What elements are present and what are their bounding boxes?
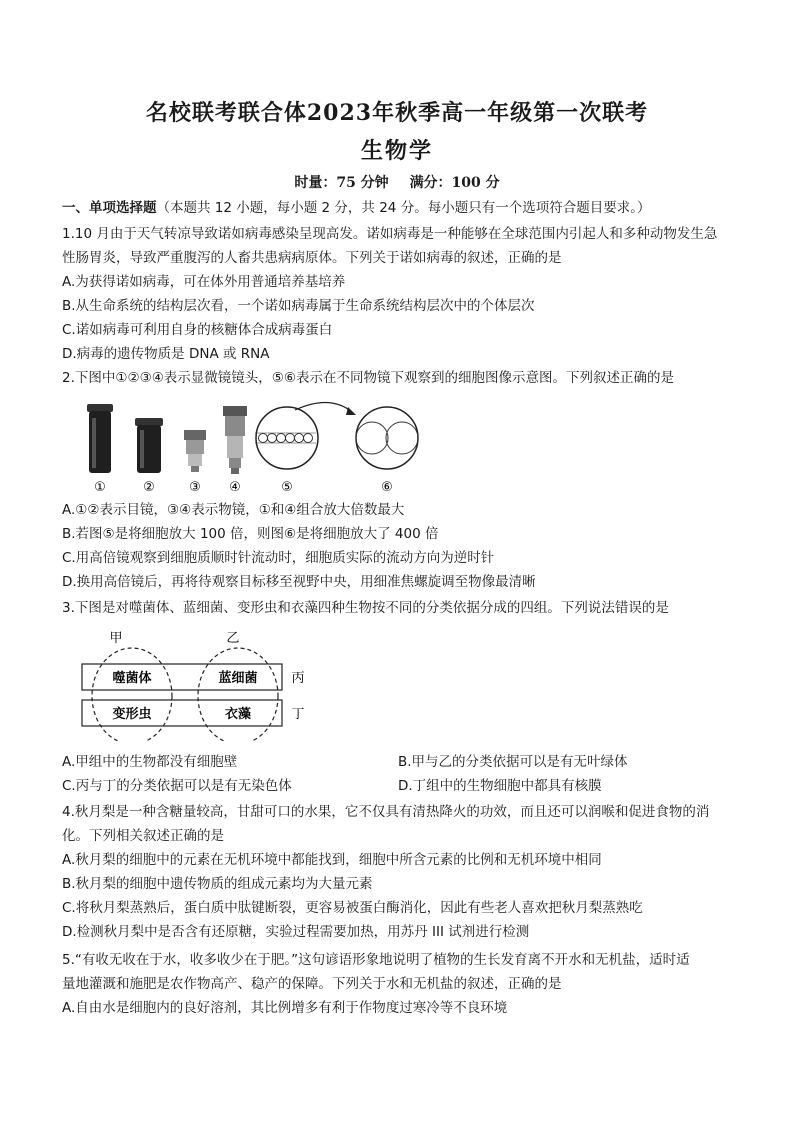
label-6: ⑥ <box>381 480 393 495</box>
exam-meta <box>0 172 794 192</box>
q1-stem-line2: 性肠胃炎，导致严重腹泻的人畜共患病病原体。下列关于诺如病毒的叙述，正确的是 <box>62 250 562 266</box>
label-5: ⑤ <box>281 480 293 495</box>
arrow-icon <box>295 402 352 412</box>
full-score: 满分：100 分 <box>409 175 500 191</box>
q4-option-c: C.将秋月梨蒸熟后，蛋白质中肽键断裂，更容易被蛋白酶消化，因此有些老人喜欢把秋月梨蒸熟吃 <box>62 900 643 916</box>
microscope-figure <box>80 398 420 498</box>
q5-option-a: A.自由水是细胞内的良好溶剂，其比例增多有利于作物度过寒冷等不良环境 <box>62 1000 508 1016</box>
field-6-view <box>356 407 418 469</box>
cyano-label: 蓝细菌 <box>218 671 258 686</box>
q2-option-d: D.换用高倍镜后，再将待观察目标移至视野中央，用细准焦螺旋调至物像最清晰 <box>62 574 536 590</box>
classification-figure <box>80 626 320 741</box>
amoeba-label: 变形虫 <box>112 707 152 722</box>
group-jia-ellipse <box>92 648 172 741</box>
q1-option-d: D.病毒的遗传物质是 DNA 或 RNA <box>62 346 270 362</box>
q4-stem-line2: 化。下列相关叙述正确的是 <box>62 828 224 844</box>
q4-option-d: D.检测秋月梨中是否含有还原糖，实验过程需要加热，用苏丹 III 试剂进行检测 <box>62 924 530 940</box>
label-3: ③ <box>189 480 201 495</box>
q3-option-c: C.丙与丁的分类依据可以是有无染色体 <box>62 778 292 794</box>
section-heading: 一、单项选择题 <box>62 200 157 216</box>
q5-stem-line1: 5.“有收无收在于水，收多收少在于肥。”这句谚语形象地说明了植物的生长发育离不开水和无机盐，适时适 <box>62 952 690 968</box>
q2-option-b: B.若图⑤是将细胞放大 100 倍，则图⑥是将细胞放大了 400 倍 <box>62 526 439 542</box>
q1-option-b: B.从生命系统的结构层次看，一个诺如病毒属于生命系统结构层次中的个体层次 <box>62 298 535 314</box>
field-5-view <box>255 407 318 469</box>
q4-option-a: A.秋月梨的细胞中的元素在无机环境中都能找到，细胞中所含元素的比例和无机环境中相同 <box>62 852 602 868</box>
q1-option-c: C.诺如病毒可利用自身的核糖体合成病毒蛋白 <box>62 322 333 338</box>
phage-label: 噬菌体 <box>112 671 152 686</box>
q2-stem: 2.下图中①②③④表示显微镜镜头，⑤⑥表示在不同物镜下观察到的细胞图像示意图。下列叙述正确的是 <box>62 370 674 386</box>
section-note: （本题共 12 小题，每小题 2 分，共 24 分。每小题只有一个选项符合题目要求。） <box>156 200 651 216</box>
group-yi-label: 乙 <box>226 631 240 646</box>
subject-title: 生物学 <box>360 138 433 164</box>
q2-option-a: A.①②表示目镜，③④表示物镜，①和④组合放大倍数最大 <box>62 502 405 518</box>
group-ding-label: 丁 <box>291 707 305 722</box>
section-heading-line <box>62 198 742 218</box>
q3-option-b: B.甲与乙的分类依据可以是有无叶绿体 <box>398 754 628 770</box>
label-1: ① <box>94 480 106 495</box>
lens-2-icon <box>135 418 163 473</box>
q2-option-c: C.用高倍镜观察到细胞质顺时针流动时，细胞质实际的流动方向为逆时针 <box>62 550 495 566</box>
group-jia-label: 甲 <box>109 631 123 646</box>
time-limit: 时量：75 分钟 <box>294 175 389 191</box>
label-2: ② <box>143 480 155 495</box>
q4-stem-line1: 4.秋月梨是一种含糖量较高，甘甜可口的水果，它不仅具有清热降火的功效，而且还可以润喉和促进食物的消 <box>62 804 710 820</box>
exam-title: 名校联考联合体2023年秋季高一年级第一次联考 <box>145 100 649 126</box>
group-bing-label: 丙 <box>291 671 305 686</box>
q3-option-d: D.丁组中的生物细胞中都具有核膜 <box>398 778 602 794</box>
lens-3-icon <box>184 430 206 472</box>
group-yi-ellipse <box>198 648 278 741</box>
label-4: ④ <box>229 480 241 495</box>
lens-4-icon <box>223 406 247 474</box>
q3-stem: 3.下图是对噬菌体、蓝细菌、变形虫和衣藻四种生物按不同的分类依据分成的四组。下列说法错误的是 <box>62 600 669 616</box>
q4-option-b: B.秋月梨的细胞中遗传物质的组成元素均为大量元素 <box>62 876 373 892</box>
chlamy-label: 衣藻 <box>224 707 252 722</box>
q5-stem-line2: 量地灌溉和施肥是农作物高产、稳产的保障。下列关于水和无机盐的叙述，正确的是 <box>62 976 562 992</box>
lens-1-icon <box>87 404 113 473</box>
q3-option-a: A.甲组中的生物都没有细胞壁 <box>62 754 238 770</box>
q1-option-a: A.为获得诺如病毒，可在体外用普通培养基培养 <box>62 274 346 290</box>
q1-stem-line1: 1.10 月由于天气转凉导致诺如病毒感染呈现高发。诺如病毒是一种能够在全球范围内引起人和多种动物发生急 <box>62 226 718 242</box>
